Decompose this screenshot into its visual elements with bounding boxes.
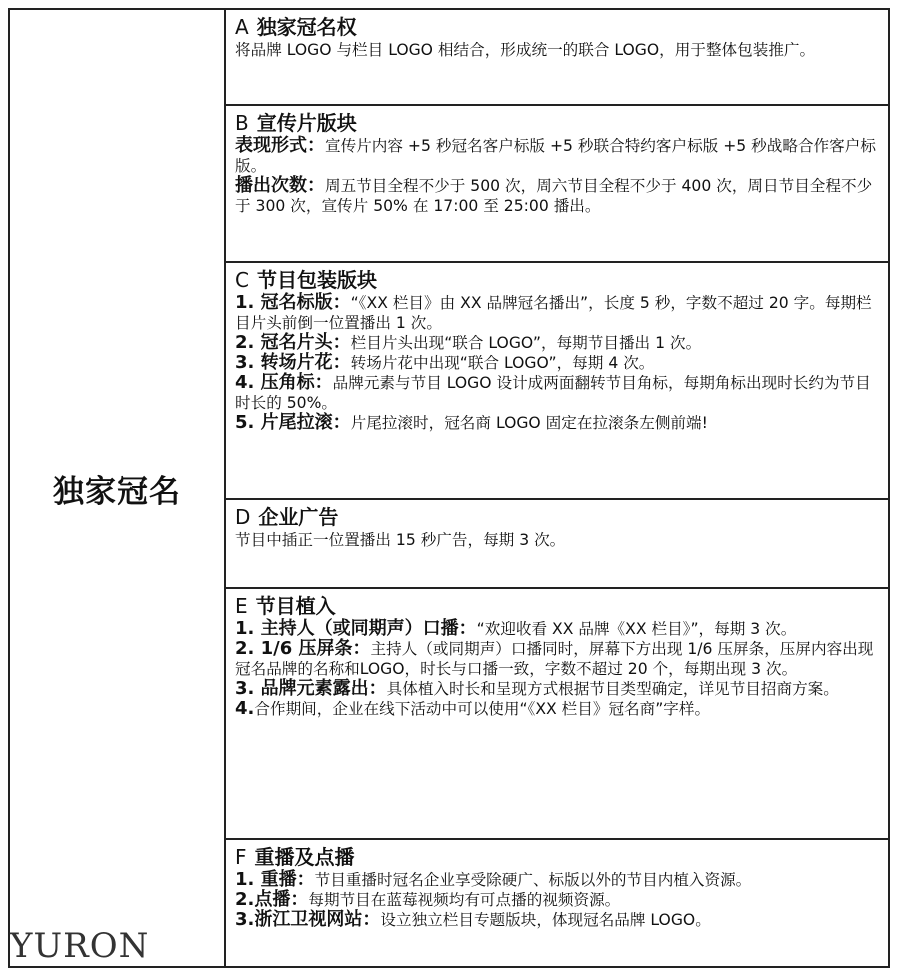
item-text: 将品牌 LOGO 与栏目 LOGO 相结合，形成统一的联合 LOGO，用于整体包装推广。 — [235, 41, 816, 59]
row-header-cell — [10, 10, 226, 966]
item-text: “欢迎收看 XX 品牌《XX 栏目》”，每期 3 次。 — [476, 620, 797, 638]
item-text: 片尾拉滚时，冠名商 LOGO 固定在拉滚条左侧前端! — [350, 414, 708, 432]
section-title-text: 节目植入 — [255, 594, 336, 618]
item-text: 转场片花中出现“联合 LOGO”，每期 4 次。 — [350, 354, 655, 372]
item-label: 3. 转场片花： — [235, 352, 351, 373]
section-a — [226, 10, 888, 106]
item-label: 2. 冠名片头： — [235, 332, 351, 353]
list-item — [235, 373, 880, 413]
list-item — [235, 333, 880, 353]
list-item — [235, 679, 880, 699]
section-text — [235, 530, 880, 550]
section-title — [235, 269, 880, 292]
section-title-text: 宣传片版块 — [256, 111, 357, 135]
section-title — [235, 595, 880, 618]
item-text: 栏目片头出现“联合 LOGO”，每期节目播出 1 次。 — [350, 334, 702, 352]
item-label: 5. 片尾拉滚： — [235, 412, 351, 433]
section-d — [226, 500, 888, 589]
section-title — [235, 846, 880, 869]
section-title — [235, 112, 880, 135]
section-letter: B — [235, 111, 249, 135]
item-text: 宣传片内容 +5 秒冠名客户标版 +5 秒联合特约客户标版 +5 秒战略合作客户标版。 — [235, 137, 876, 175]
item-label: 2.点播： — [235, 889, 309, 910]
item-label: 1. 冠名标版： — [235, 292, 351, 313]
list-item — [235, 136, 880, 176]
item-label: 4. 压角标： — [235, 372, 333, 393]
section-letter: A — [235, 15, 249, 39]
list-item — [235, 293, 880, 333]
list-item — [235, 413, 880, 433]
sections-column — [226, 10, 888, 966]
item-text: 主持人（或同期声）口播同时，屏幕下方出现 1/6 压屏条，压屏内容出现冠名品牌的名称和LOGO，时长与口播一致，字数不超过 20 个，每期出现 3 次。 — [235, 640, 874, 678]
item-label: 4. — [235, 698, 255, 719]
section-title-text: 重播及点播 — [254, 845, 355, 869]
item-text: 合作期间，企业在线下活动中可以使用“《XX 栏目》冠名商”字样。 — [254, 700, 711, 718]
section-letter: E — [235, 594, 248, 618]
item-text: 周五节目全程不少于 500 次，周六节目全程不少于 400 次，周日节目全程不少于 300 次，宣传片 50% 在 17:00 至 25:00 播出。 — [235, 177, 873, 215]
section-c — [226, 263, 888, 500]
section-title-text: 独家冠名权 — [256, 15, 357, 39]
item-label: 1. 重播： — [235, 869, 315, 890]
item-text: 每期节目在蓝莓视频均有可点播的视频资源。 — [308, 891, 621, 909]
section-title — [235, 16, 880, 39]
list-item — [235, 639, 880, 679]
item-label: 1. 主持人（或同期声）口播： — [235, 618, 477, 639]
list-item — [235, 910, 880, 930]
list-item — [235, 619, 880, 639]
row-header-title: 独家冠名 — [53, 473, 181, 510]
item-label: 表现形式： — [235, 135, 325, 156]
section-letter: F — [235, 845, 247, 869]
sponsorship-table — [8, 8, 890, 968]
item-text: 节目中插正一位置播出 15 秒广告，每期 3 次。 — [235, 531, 566, 549]
item-text: 设立独立栏目专题版块，体现冠名品牌 LOGO。 — [380, 911, 711, 929]
list-item — [235, 699, 880, 719]
section-title-text: 节目包装版块 — [256, 268, 377, 292]
list-item — [235, 176, 880, 216]
item-label: 播出次数： — [235, 175, 325, 196]
item-text: 品牌元素与节目 LOGO 设计成两面翻转节目角标，每期角标出现时长约为节目时长的 50%。 — [235, 374, 871, 412]
item-text: 节目重播时冠名企业享受除硬广、标版以外的节目内植入资源。 — [314, 871, 752, 889]
list-item — [235, 870, 880, 890]
item-text: “《XX 栏目》由 XX 品牌冠名播出”，长度 5 秒，字数不超过 20 字。每期栏目片头前倒一位置播出 1 次。 — [235, 294, 872, 332]
section-b — [226, 106, 888, 263]
list-item — [235, 890, 880, 910]
item-label: 3. 品牌元素露出： — [235, 678, 387, 699]
section-title — [235, 506, 880, 529]
section-title-text: 企业广告 — [258, 505, 339, 529]
item-label: 2. 1/6 压屏条： — [235, 638, 371, 659]
section-e — [226, 589, 888, 840]
item-text: 具体植入时长和呈现方式根据节目类型确定，详见节目招商方案。 — [386, 680, 839, 698]
section-text — [235, 40, 880, 60]
section-letter: D — [235, 505, 251, 529]
item-label: 3.浙江卫视网站： — [235, 909, 381, 930]
section-f — [226, 840, 888, 966]
watermark-text: YURON — [10, 926, 150, 966]
list-item — [235, 353, 880, 373]
section-letter: C — [235, 268, 249, 292]
